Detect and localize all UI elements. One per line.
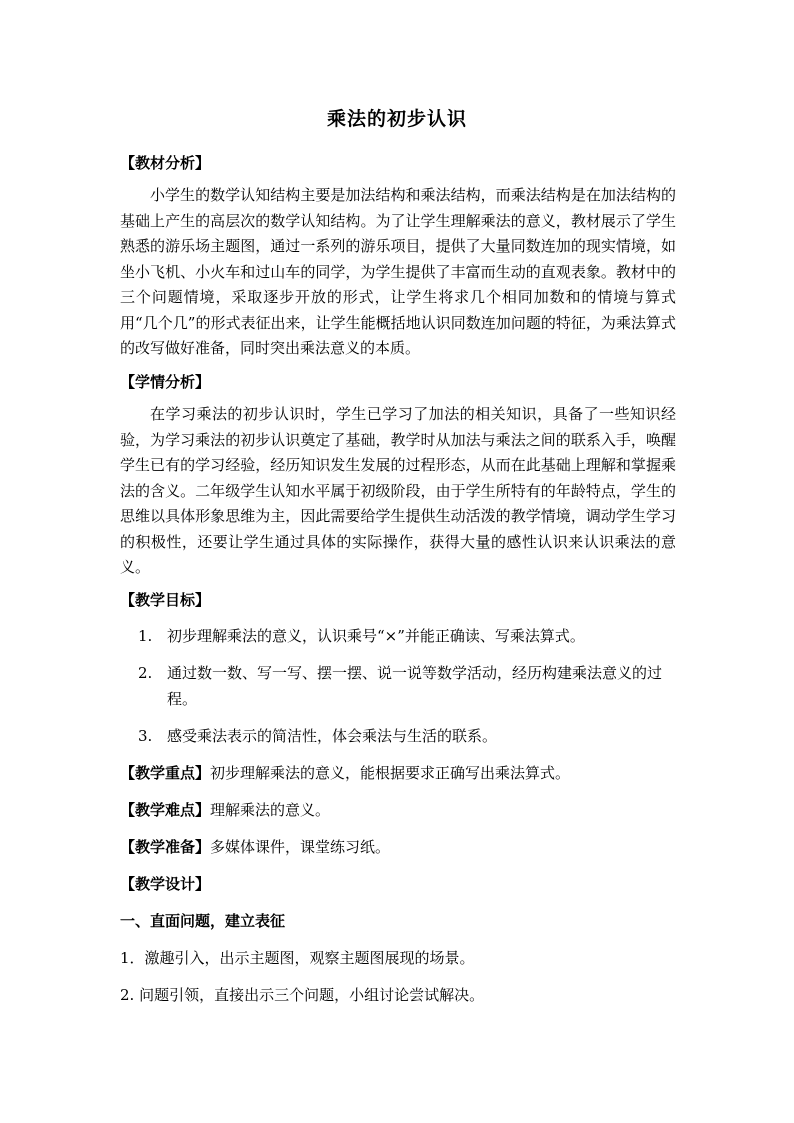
heading-design: 【教学设计】 [120,875,211,893]
heading-student-analysis: 【学情分析】 [120,373,211,391]
design-part-heading: 一、直面问题，建立表征 [120,912,286,930]
objective-number: 1. [138,627,153,645]
objective-item [138,660,678,712]
preparation-text: 多媒体课件，课堂练习纸。 [210,838,391,856]
paragraph-student-analysis: 在学习乘法的初步认识时，学生已学习了加法的相关知识，具备了一些知识经验，为学习乘法的初步认识奠定了基础，教学时从加法与乘法之间的联系入手，唤醒学生已有的学习经验，经历知识发生发展的过程形态，从而在此基础上理解和掌握乘法的含义。二年级学生认知水平属于初级阶段，由于学生所特有的年龄特点，学生的思维以具体形象思维为主，因此需要给学生提供生动活泼的教学情境，调动学生学习的积极性，还要让学生通过具体的实际操作，获得大量的感性认识来认识乘法的意义。 [120,405,676,576]
difficulty-text: 理解乘法的意义。 [210,801,331,819]
paragraph-material-analysis: 小学生的数学认知结构主要是加法结构和乘法结构，而乘法结构是在加法结构的基础上产生的高层次的数学认知结构。为了让学生理解乘法的意义，教材展示了学生熟悉的游乐场主题图，通过一系列的游乐项目，提供了大量同数连加的现实情境，如坐小飞机、小火车和过山车的同学，为学生提供了丰富而生动的直观表象。教材中的三个问题情境，采取逐步开放的形式，让学生将求几个相同加数和的情境与算式用“几个几”的形式表征出来，让学生能概括地认识同数连加问题的特征，为乘法算式的改写做好准备，同时突出乘法意义的本质。 [120,186,676,357]
objective-item [138,723,678,749]
difficulty-line [120,800,330,820]
document-title: 乘法的初步认识 [326,108,467,130]
difficulty-label: 【教学难点】 [120,801,211,819]
objective-number: 2. [138,664,153,682]
key-point-label: 【教学重点】 [120,764,211,782]
key-point-text: 初步理解乘法的意义，能根据要求正确写出乘法算式。 [210,764,571,782]
objective-text: 通过数一数、写一写、摆一摆、说一说等数学活动，经历构建乘法意义的过程。 [167,664,663,708]
objective-text: 感受乘法表示的简洁性，体会乘法与生活的联系。 [167,727,498,745]
preparation-line [120,837,390,857]
heading-material-analysis: 【教材分析】 [120,154,211,172]
design-step: 2. 问题引领，直接出示三个问题，小组讨论尝试解决。 [120,986,485,1004]
objective-number: 3. [138,727,153,745]
design-step: 1．激趣引入，出示主题图，观察主题图展现的场景。 [120,949,475,967]
heading-objectives: 【教学目标】 [120,591,211,609]
objective-item [138,623,678,649]
preparation-label: 【教学准备】 [120,838,211,856]
objective-text: 初步理解乘法的意义，认识乘号“×”并能正确读、写乘法算式。 [167,627,585,645]
key-point-line [120,763,570,783]
